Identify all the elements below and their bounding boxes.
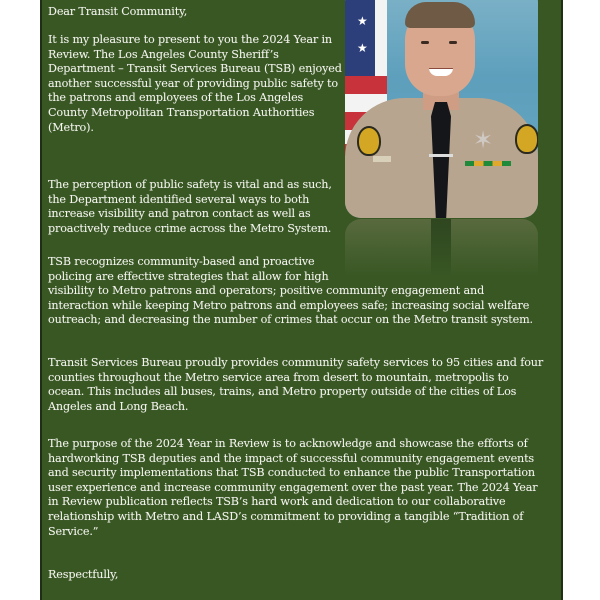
p3-line-2: policing are effective strategies that allow for high <box>48 269 329 283</box>
paragraph-perception: The perception of public safety is vital and as such, the Department identified several ways to both increase visibility and patron contact as well as proactively reduce crime across the Metro System. <box>48 178 332 235</box>
p3-line-rest: visibility to Metro patrons and operators; positive community engagement and interaction while keeping Metro patrons and employees safe; increasing social welfare outreach; and decreasing the number of crimes that occur on the Metro transit system. <box>48 284 533 327</box>
paragraph-services: Transit Services Bureau proudly provides community safety services to 95 cities and four counties throughout the Metro service area from desert to mountain, metropolis to ocean. This includes all buses, trains, and Metro property outside of the cities of Los Angeles and Long Beach. <box>48 356 544 413</box>
shoulder-patch-right-icon <box>515 124 538 154</box>
paragraph-intro: It is my pleasure to present to you the 2024 Year in Review. The Los Angeles County Sheriff’s Department – Transit Services Bureau (TSB) enjoyed another successful year of providing public safety to the patrons and employees of the Los Angeles County Metropolitan Transportation Authorities (Metro). <box>48 33 342 134</box>
paragraph-purpose: The purpose of the 2024 Year in Review is to acknowledge and showcase the efforts of hardworking TSB deputies and the impact of successful community engagement events and security implementations that TSB conducted to enhance the public Transportation user experience and increase community engagement over the past year. The 2024 Year in Review publication reflects TSB’s hard work and dedication to our collaborative relationship with Metro and LASD’s commitment to providing a tangible “Tradition of Service.” <box>48 437 538 538</box>
shoulder-patch-left-icon <box>357 126 381 156</box>
photo-reflection-fade <box>345 219 538 277</box>
p3-line-1: TSB recognizes community-based and proactive <box>48 255 315 268</box>
service-ribbon-icon <box>465 161 511 166</box>
sheriff-badge-icon: ✶ <box>473 126 494 154</box>
officer-portrait-photo <box>345 0 538 218</box>
name-tag <box>373 156 391 162</box>
closing: Respectfully, <box>48 568 119 581</box>
greeting: Dear Transit Community, <box>48 5 188 18</box>
american-flag-icon: ★ ★ <box>345 0 387 156</box>
letter-panel <box>40 0 563 600</box>
